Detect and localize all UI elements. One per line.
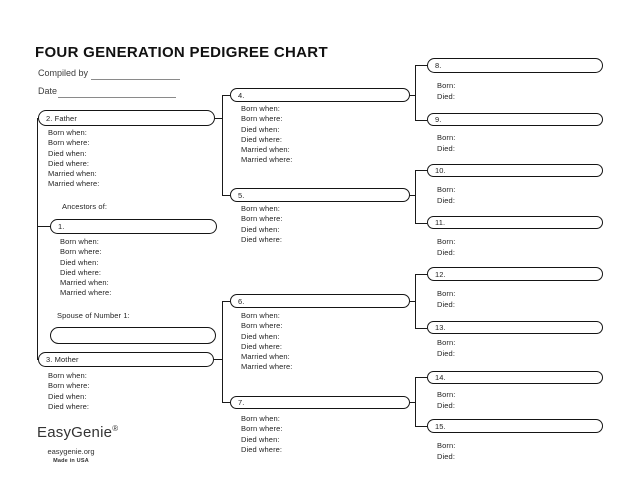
connector-to-person-10 — [415, 170, 427, 171]
connector-to-person-14 — [415, 377, 427, 378]
person-6-fields — [241, 311, 292, 373]
person-7-label: 7. — [238, 398, 245, 407]
person-14-fields — [437, 390, 455, 411]
field-died-where: Died where: — [241, 444, 283, 454]
person-4-label: 4. — [238, 90, 245, 100]
field-born-when: Born when: — [241, 414, 280, 423]
connector-bracket-6-7 — [222, 301, 223, 402]
connector-to-person-13 — [415, 328, 427, 329]
spouse-box — [50, 327, 216, 344]
compiled-by-blank-line — [91, 79, 180, 80]
field-died-where: Died where: — [241, 134, 283, 144]
field-born-where: Born where: — [48, 381, 90, 391]
field-born: Born: — [437, 390, 456, 399]
person-11-label: 11. — [435, 218, 446, 227]
person-9-fields — [437, 133, 455, 154]
person-14-label: 14. — [435, 373, 446, 382]
person-6-label: 6. — [238, 296, 245, 306]
field-died-when: Died when: — [241, 124, 280, 134]
brand-website: easygenie.org — [47, 447, 95, 456]
field-born-when: Born when: — [48, 128, 87, 137]
person-12-fields — [437, 289, 455, 310]
person-2-label: 2. Father — [46, 113, 77, 123]
person-3-fields — [48, 371, 90, 412]
connector-to-person-6 — [222, 301, 230, 302]
field-married-where: Married where: — [60, 288, 112, 298]
field-married-when: Married when: — [241, 145, 290, 155]
connector-to-person-11 — [415, 223, 427, 224]
person-10-fields — [437, 185, 455, 206]
field-born-when: Born when: — [241, 311, 280, 320]
brand-logo — [37, 424, 118, 441]
date-label: Date — [38, 86, 58, 96]
field-born-where: Born where: — [241, 214, 283, 224]
person-box-6 — [230, 294, 410, 308]
connector-bracket-12-13 — [415, 274, 416, 328]
person-box-8 — [427, 58, 603, 73]
field-married-when: Married when: — [48, 169, 97, 179]
field-born-where: Born where: — [241, 114, 283, 124]
person-box-9 — [427, 113, 603, 126]
connector-to-person-1 — [37, 226, 50, 227]
connector-to-person-9 — [415, 120, 427, 121]
field-died-where: Died where: — [241, 341, 283, 351]
field-born-where: Born where: — [60, 247, 102, 257]
person-box-4 — [230, 88, 410, 102]
field-died: Died: — [437, 91, 456, 101]
person-10-label: 10. — [435, 166, 446, 175]
field-died-where: Died where: — [241, 234, 283, 244]
person-box-3-mother — [38, 352, 214, 367]
person-box-10 — [427, 164, 603, 177]
connector-bracket-10-11 — [415, 170, 416, 223]
field-died: Died: — [437, 348, 456, 358]
connector-father-mother — [37, 118, 38, 360]
connector-bracket-14-15 — [415, 377, 416, 426]
field-married-where: Married where: — [48, 179, 100, 189]
person-box-11 — [427, 216, 603, 229]
person-8-label: 8. — [435, 61, 442, 70]
person-box-15 — [427, 419, 603, 433]
person-box-1 — [50, 219, 217, 234]
brand-name: EasyGenie — [37, 424, 113, 441]
person-box-14 — [427, 371, 603, 384]
person-1-label: 1. — [58, 222, 65, 231]
person-12-label: 12. — [435, 269, 446, 279]
field-died-when: Died when: — [241, 331, 280, 341]
person-9-label: 9. — [435, 115, 442, 124]
person-box-12 — [427, 267, 603, 281]
person-7-fields — [241, 414, 283, 455]
connector-to-person-5 — [222, 195, 230, 196]
field-died-where: Died where: — [48, 401, 90, 411]
ancestors-of-label: Ancestors of: — [62, 202, 108, 211]
connector-to-person-8 — [415, 65, 427, 66]
field-born-where: Born where: — [48, 138, 90, 148]
person-13-label: 13. — [435, 323, 446, 332]
date-blank-line — [58, 97, 176, 98]
field-born-when: Born when: — [48, 371, 87, 380]
field-died-when: Died when: — [48, 148, 87, 158]
field-born-where: Born where: — [241, 424, 283, 434]
field-died-when: Died when: — [241, 434, 280, 444]
field-married-when: Married when: — [60, 278, 109, 288]
person-box-5 — [230, 188, 410, 202]
field-born-when: Born when: — [241, 104, 280, 113]
field-born: Born: — [437, 237, 456, 246]
field-died-when: Died when: — [241, 224, 280, 234]
person-4-fields — [241, 104, 292, 166]
field-died: Died: — [437, 400, 456, 410]
field-born: Born: — [437, 185, 456, 194]
connector-to-person-12 — [415, 274, 427, 275]
field-born: Born: — [437, 441, 456, 450]
field-born-where: Born where: — [241, 321, 283, 331]
connector-to-person-15 — [415, 426, 427, 427]
field-born: Born: — [437, 289, 456, 298]
field-died: Died: — [437, 247, 456, 257]
field-died-where: Died where: — [60, 267, 102, 277]
connector-bracket-8-9 — [415, 65, 416, 120]
person-15-fields — [437, 441, 455, 462]
spouse-of-label: Spouse of Number 1: — [57, 311, 130, 320]
field-died: Died: — [437, 143, 456, 153]
person-13-fields — [437, 338, 455, 359]
person-11-fields — [437, 237, 455, 258]
person-1-fields — [60, 237, 111, 299]
person-box-7 — [230, 396, 410, 409]
field-died: Died: — [437, 451, 456, 461]
made-in-usa-label: Made in USA — [53, 458, 89, 464]
page-title: FOUR GENERATION PEDIGREE CHART — [35, 44, 328, 61]
field-born-when: Born when: — [60, 237, 99, 246]
person-5-fields — [241, 204, 283, 245]
field-born-when: Born when: — [241, 204, 280, 213]
field-born: Born: — [437, 338, 456, 347]
field-born: Born: — [437, 133, 456, 142]
person-8-fields — [437, 81, 455, 102]
field-died-where: Died where: — [48, 158, 90, 168]
field-married-where: Married where: — [241, 155, 293, 165]
connector-to-person-7 — [222, 402, 230, 403]
field-died: Died: — [437, 299, 456, 309]
registered-trademark-symbol: ® — [112, 424, 119, 433]
field-died-when: Died when: — [60, 257, 99, 267]
compiled-by-label: Compiled by — [38, 68, 89, 78]
person-2-fields — [48, 128, 99, 190]
field-died: Died: — [437, 195, 456, 205]
connector-bracket-4-5 — [222, 95, 223, 195]
connector-to-person-4 — [222, 95, 230, 96]
person-3-label: 3. Mother — [46, 355, 79, 364]
person-15-label: 15. — [435, 421, 446, 431]
person-5-label: 5. — [238, 190, 245, 200]
field-born: Born: — [437, 81, 456, 90]
person-box-2-father — [38, 110, 215, 126]
person-box-13 — [427, 321, 603, 334]
field-married-when: Married when: — [241, 352, 290, 362]
field-died-when: Died when: — [48, 391, 87, 401]
field-married-where: Married where: — [241, 362, 293, 372]
